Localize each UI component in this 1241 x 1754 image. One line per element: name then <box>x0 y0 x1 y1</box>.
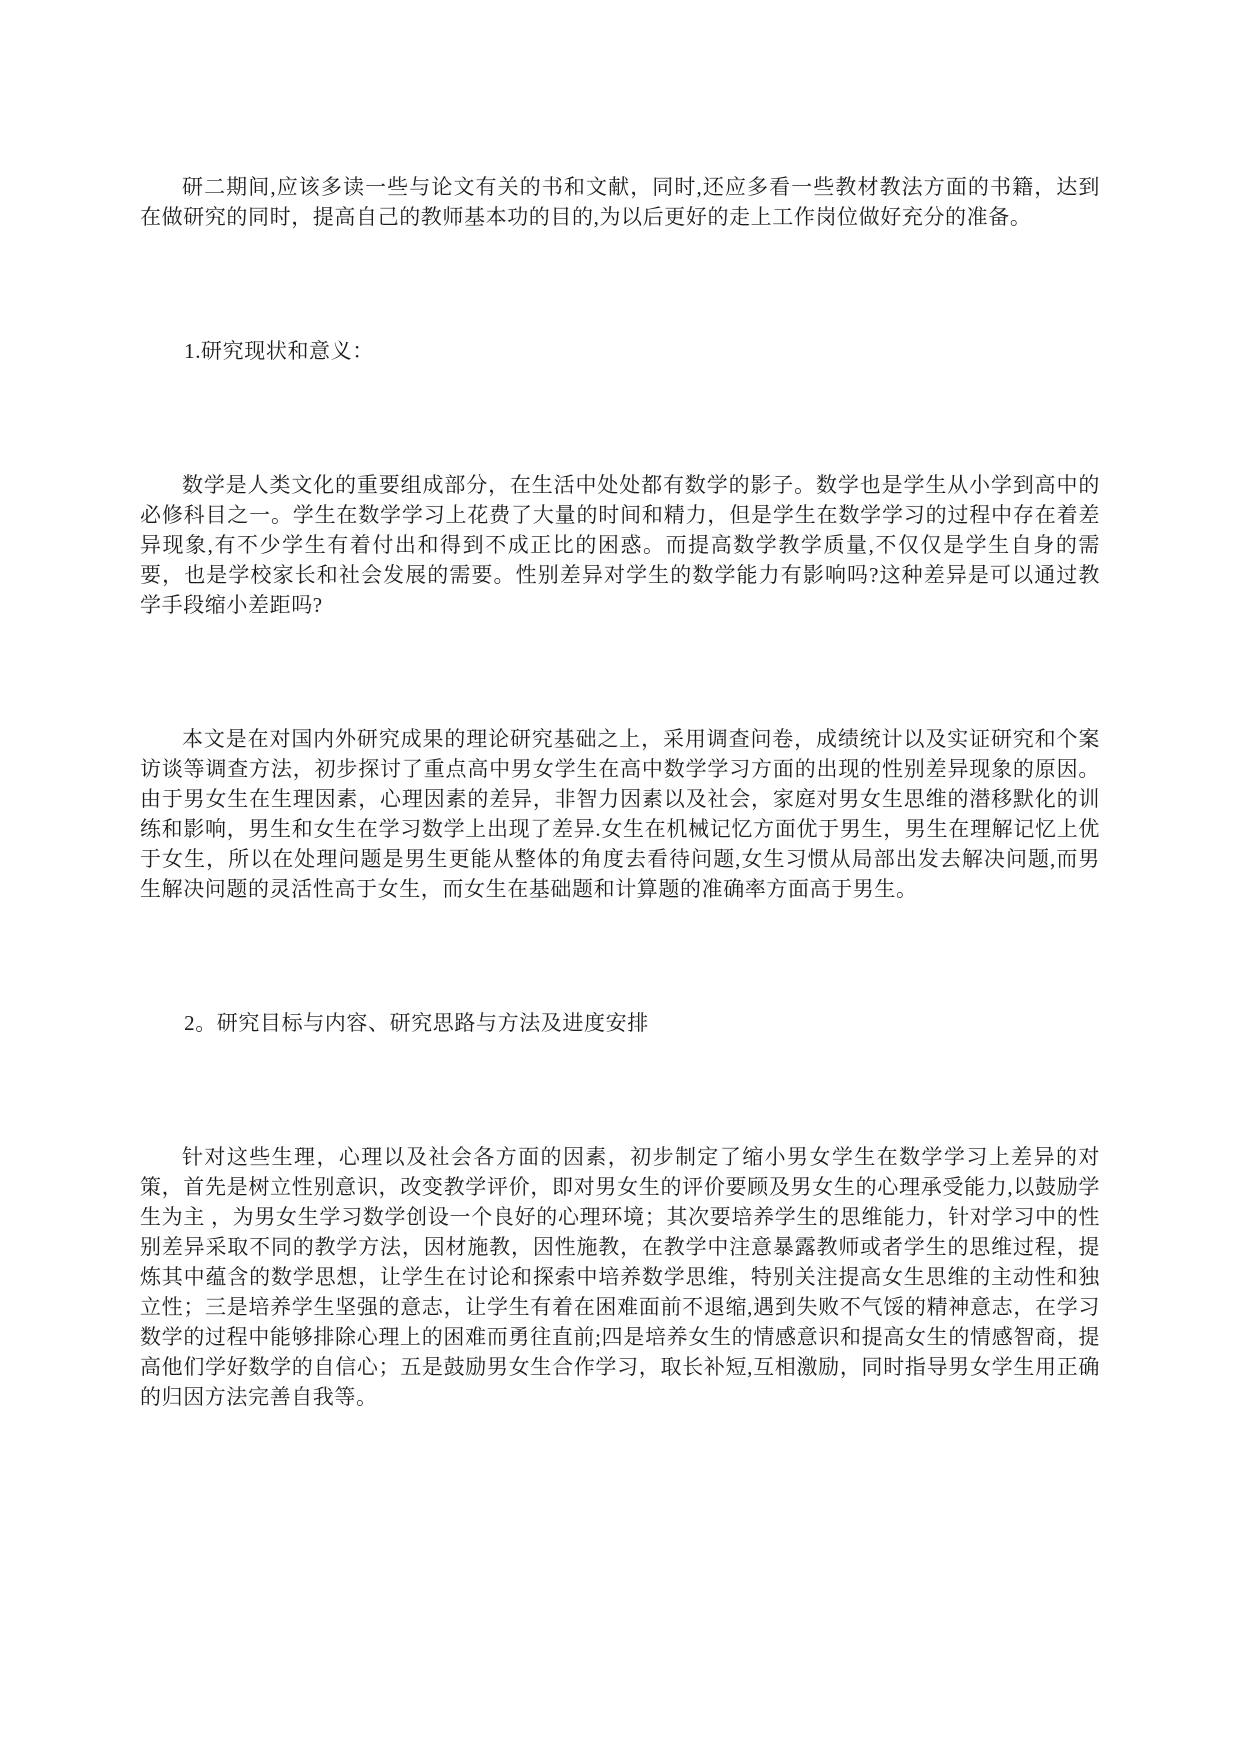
section-heading-2: 2。研究目标与内容、研究思路与方法及进度安排 <box>184 1011 649 1035</box>
paragraph-research-background: 数学是人类文化的重要组成部分，在生活中处处都有数学的影子。数学也是学生从小学到高中的必修科目之一。学生在数学学习上花费了大量的时间和精力，但是学生在数学学习的过程中存在着差异现象,有不少学生有着付出和得到不成正比的困惑。而提高数学教学质量,不仅仅是学生自身的需要，也是学校家长和社会发展的需要。性别差异对学生的数学能力有影响吗?这种差异是可以通过教学手段缩小差距吗? <box>140 473 1100 617</box>
paragraph-research-reading-plan: 研二期间,应该多读一些与论文有关的书和文献，同时,还应多看一些教材教法方面的书籍，达到在做研究的同时，提高自己的教师基本功的目的,为以后更好的走上工作岗位做好充分的准备。 <box>140 175 1100 229</box>
paragraph-research-strategies: 针对这些生理，心理以及社会各方面的因素，初步制定了缩小男女学生在数学学习上差异的对策，首先是树立性别意识，改变教学评价，即对男女生的评价要顾及男女生的心理承受能力,以鼓励学生为主 ，为男女生学习数学创设一个良好的心理环境；其次要培养学生的思维能力，针对学习中的性别差异采取不同的教学方法，因材施教，因性施教，在教学中注意暴露教师或者学生的思维过程，提炼其中蕴含的数学思想，让学生在讨论和探索中培养数学思维，特别关注提高女生思维的主动性和独立性；三是培养学生坚强的意志，让学生有着在困难面前不退缩,遇到失败不气馁的精神意志，在学习数学的过程中能够排除心理上的困难而勇往直前;四是培养女生的情感意识和提高女生的情感智商，提高他们学好数学的自信心；五是鼓励男女生合作学习，取长补短,互相激励，同时指导男女学生用正确的归因方法完善自我等。 <box>140 1145 1100 1409</box>
paragraph-research-findings: 本文是在对国内外研究成果的理论研究基础之上，采用调查问卷，成绩统计以及实证研究和个案访谈等调查方法，初步探讨了重点高中男女学生在高中数学学习方面的出现的性别差异现象的原因。由于男女生在生理因素，心理因素的差异，非智力因素以及社会，家庭对男女生思维的潜移默化的训练和影响，男生和女生在学习数学上出现了差异.女生在机械记忆方面优于男生，男生在理解记忆上优于女生，所以在处理问题是男生更能从整体的角度去看待问题,女生习惯从局部出发去解决问题,而男生解决问题的灵活性高于女生，而女生在基础题和计算题的准确率方面高于男生。 <box>140 727 1100 901</box>
section-heading-1: 1.研究现状和意义： <box>184 339 374 363</box>
